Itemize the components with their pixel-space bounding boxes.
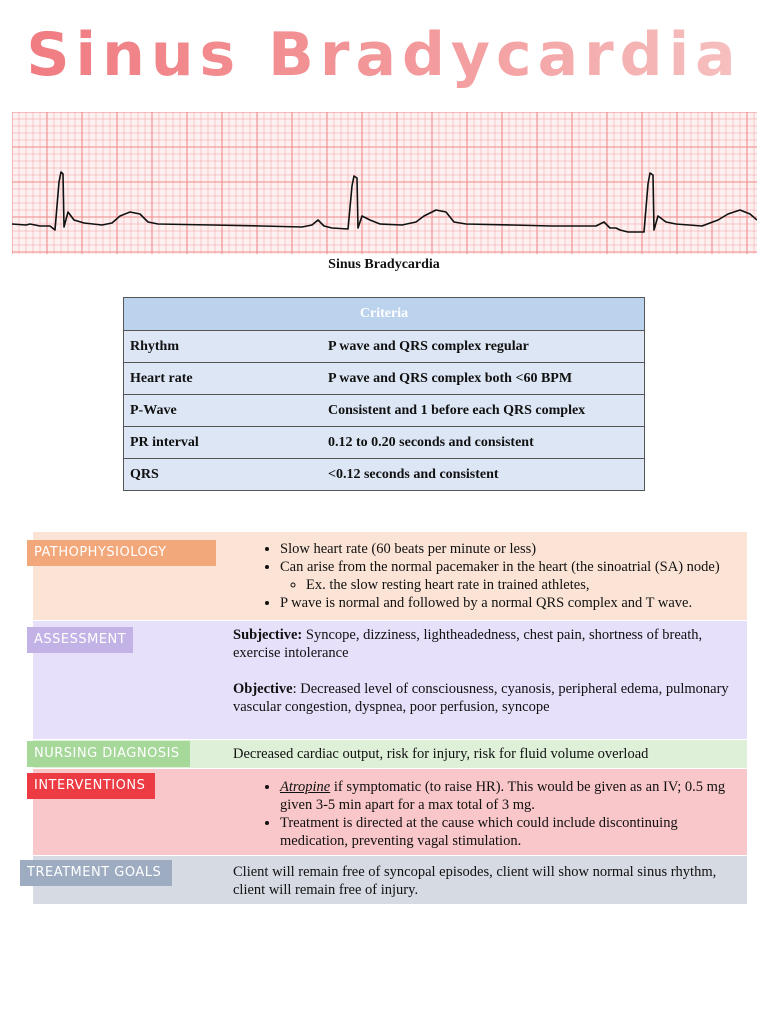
nursing-diagnosis-label: NURSING DIAGNOSIS: [27, 741, 190, 767]
atropine-text: if symptomatic (to raise HR). This would be given as an IV; 0.5 mg given 3-5 min apart for a max total of 3 mg.: [280, 779, 726, 813]
list-item: • Treatment is directed at the cause which could include discontinuing medication, preventing vagal stimulation.: [280, 814, 734, 850]
criteria-header: Criteria: [124, 298, 645, 331]
ecg-strip: [12, 112, 757, 254]
criteria-value: <0.12 seconds and consistent: [322, 459, 645, 491]
table-row: [124, 427, 645, 459]
subjective-text: Syncope, dizziness, lightheadedness, chest pain, shortness of breath, exercise intolerance: [233, 627, 703, 661]
table-row: [124, 363, 645, 395]
criteria-value: P wave and QRS complex regular: [322, 331, 645, 363]
sub-list-item: ◦ Ex. the slow resting heart rate in trained athletes,: [306, 576, 746, 594]
objective-paragraph: [233, 680, 733, 716]
criteria-name: QRS: [124, 459, 323, 491]
criteria-value: P wave and QRS complex both <60 BPM: [322, 363, 645, 395]
list-item: • Can arise from the normal pacemaker in the heart (the sinoatrial (SA) node): [280, 558, 746, 576]
interventions-content: [256, 778, 734, 850]
treatment-goals-content: Client will remain free of syncopal episodes, client will show normal sinus rhythm, client will remain free of injury.: [233, 864, 717, 898]
criteria-value: 0.12 to 0.20 seconds and consistent: [322, 427, 645, 459]
subjective-paragraph: [233, 626, 733, 662]
ecg-grid-background: [12, 112, 757, 254]
criteria-table: [123, 297, 645, 491]
assessment-content: [233, 626, 733, 716]
table-row: [124, 395, 645, 427]
criteria-name: Heart rate: [124, 363, 323, 395]
criteria-name: PR interval: [124, 427, 323, 459]
list-item: • Slow heart rate (60 beats per minute or less): [280, 540, 746, 558]
criteria-name: P-Wave: [124, 395, 323, 427]
objective-text: : Decreased level of consciousness, cyanosis, peripheral edema, pulmonary vascular congestion, dyspnea, poor perfusion, syncope: [233, 681, 729, 715]
interventions-label: INTERVENTIONS: [27, 773, 155, 799]
page-title: Sinus Bradycardia: [0, 20, 768, 90]
criteria-name: Rhythm: [124, 331, 323, 363]
assessment-label: ASSESSMENT: [27, 627, 133, 653]
objective-label: Objective: [233, 681, 293, 697]
ecg-caption: Sinus Bradycardia: [328, 257, 440, 272]
atropine-term: Atropine: [280, 779, 331, 795]
criteria-value: Consistent and 1 before each QRS complex: [322, 395, 645, 427]
pathophysiology-content: [256, 540, 746, 612]
subjective-label: Subjective:: [233, 627, 303, 643]
pathophysiology-label: PATHOPHYSIOLOGY: [27, 540, 216, 566]
list-item: [280, 778, 734, 814]
nursing-diagnosis-content: Decreased cardiac output, risk for injury, risk for fluid volume overload: [233, 746, 649, 762]
treatment-goals-label: TREATMENT GOALS: [20, 860, 172, 886]
table-row: [124, 331, 645, 363]
table-row: [124, 459, 645, 491]
list-item: • P wave is normal and followed by a normal QRS complex and T wave.: [280, 594, 746, 612]
